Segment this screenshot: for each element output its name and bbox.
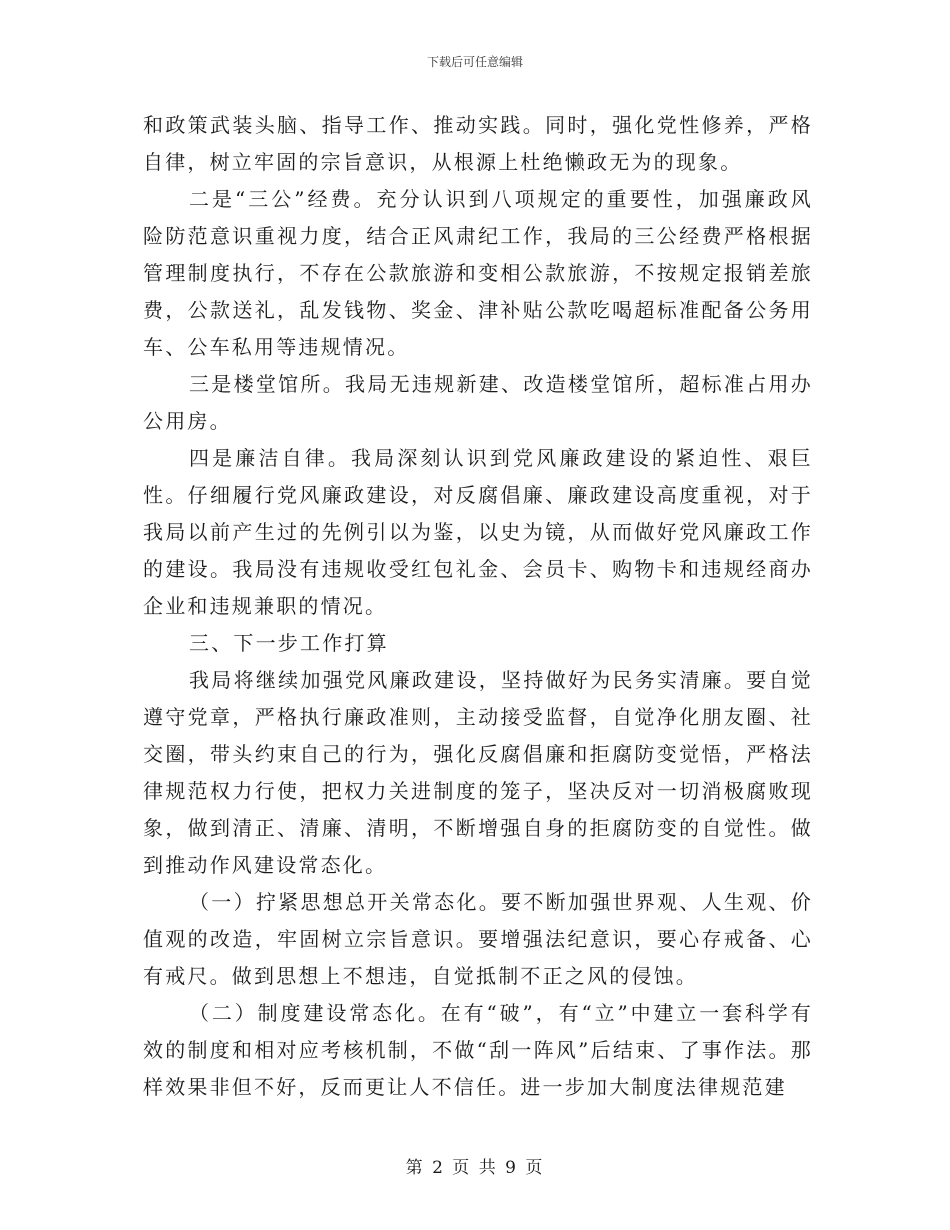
paragraph-1: 和政策武装头脑、指导工作、推动实践。同时，强化党性修养，严格自律，树立牢固的宗旨意识，从根源上杜绝懒政无为的现象。 [143,113,813,174]
paragraph-7: （二）制度建设常态化。在有“破”，有“立”中建立一套科学有效的制度和相对应考核机制，不做“刮一阵风”后结束、了事作法。那样效果非但不好，反而更让人不信任。进一步加大制度法律规范建 [143,1001,813,1099]
paragraph-5: 我局将继续加强党风廉政建设，坚持做好为民务实清廉。要自觉遵守党章，严格执行廉政准则，主动接受监督，自觉净化朋友圈、社交圈，带头约束自己的行为，强化反腐倡廉和拒腐防变觉悟，严格法律规范权力行使，把权力关进制度的笼子，坚决反对一切消极腐败现象，做到清正、清廉、清明，不断增强自身的拒腐防变的自觉性。做到推动作风建设常态化。 [143,668,813,877]
page-header: 下载后可任意编辑 [426,55,523,69]
section-heading: 三、下一步工作打算 [189,631,389,655]
paragraph-6: （一）拧紧思想总开关常态化。要不断加强世界观、人生观、价值观的改造，牢固树立宗旨意识。要增强法纪意识，要心存戒备、心有戒尺。做到思想上不想违，自觉抵制不正之风的侵蚀。 [143,890,813,988]
paragraph-3: 三是楼堂馆所。我局无违规新建、改造楼堂馆所，超标准占用办公用房。 [143,372,813,433]
paragraph-2: 二是“三公”经费。充分认识到八项规定的重要性，加强廉政风险防范意识重视力度，结合正风肃纪工作，我局的三公经费严格根据管理制度执行，不存在公款旅游和变相公款旅游，不按规定报销差旅费，公款送礼，乱发钱物、奖金、津补贴公款吃喝超标准配备公务用车、公车私用等违规情况。 [143,187,813,359]
page-footer: 第 2 页 共 9 页 [405,1158,545,1178]
document-body [143,107,813,1106]
paragraph-4: 四是廉洁自律。我局深刻认识到党风廉政建设的紧迫性、艰巨性。仔细履行党风廉政建设，对反腐倡廉、廉政建设高度重视，对于我局以前产生过的先例引以为鉴，以史为镜，从而做好党风廉政工作的建设。我局没有违规收受红包礼金、会员卡、购物卡和违规经商办企业和违规兼职的情况。 [143,446,813,618]
